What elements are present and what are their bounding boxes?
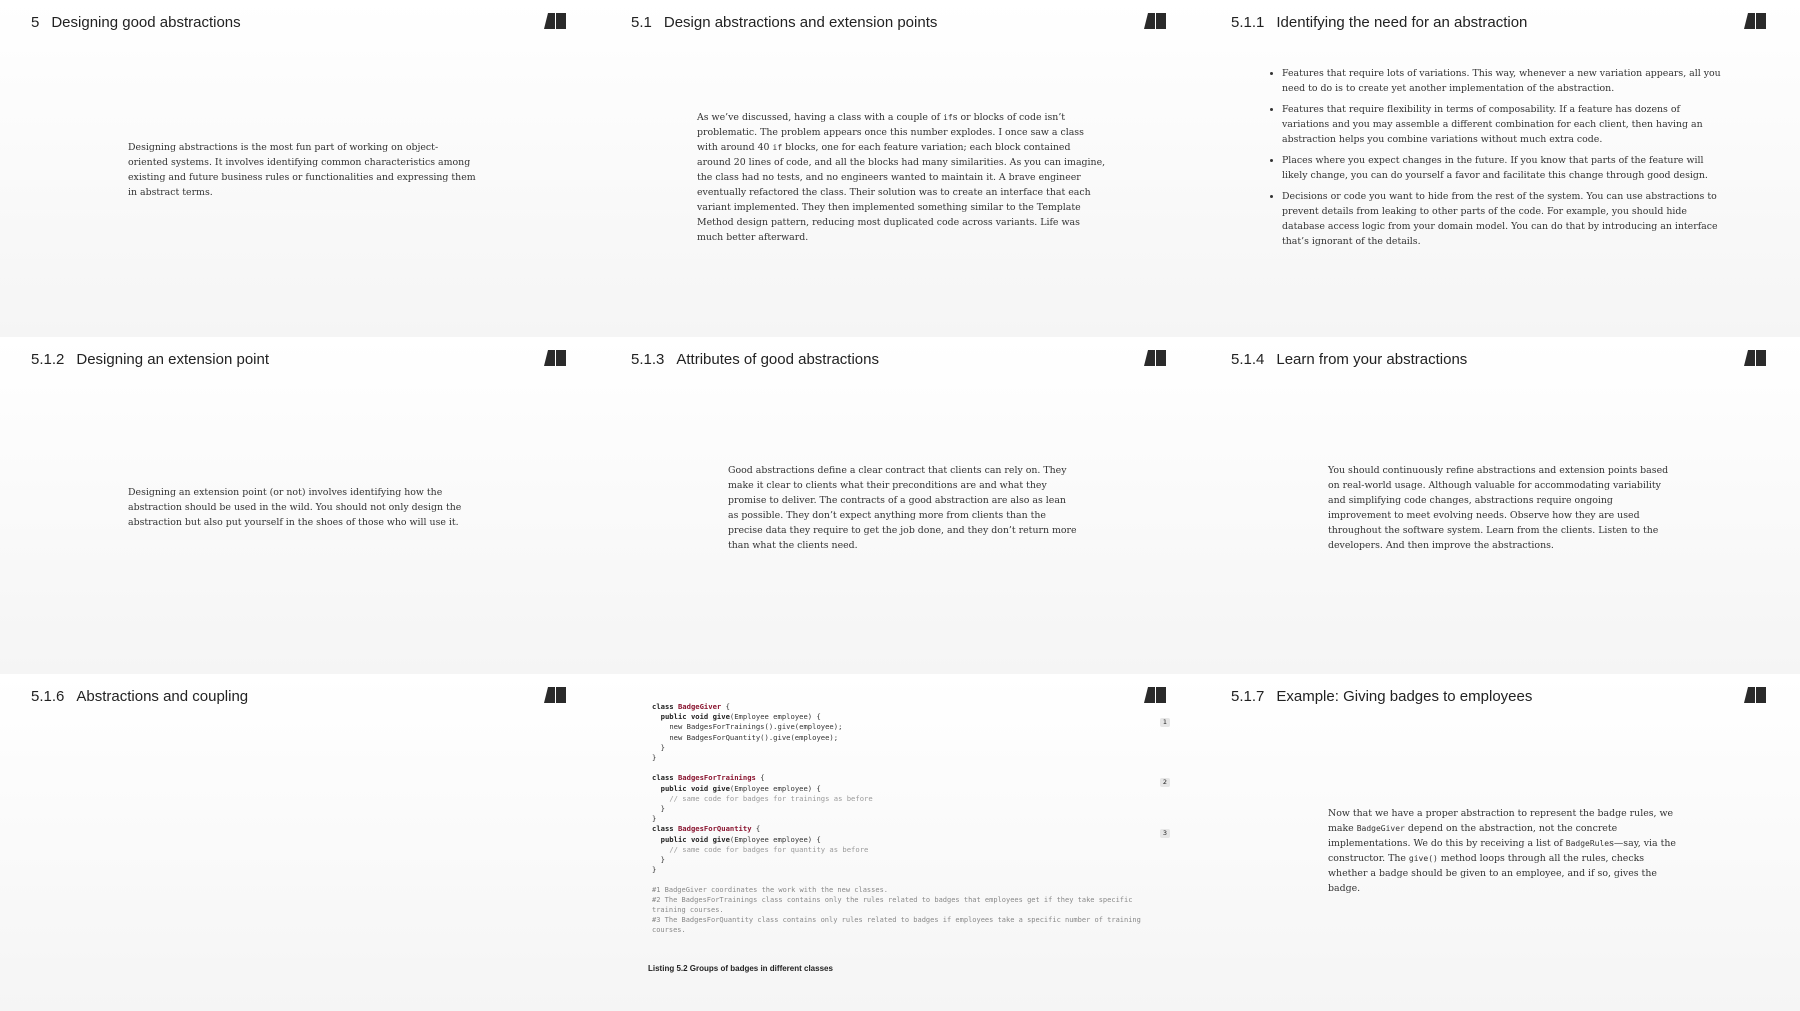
section-number: 5.1.4	[1231, 351, 1265, 368]
code-marker: 2	[1160, 778, 1170, 787]
section-number: 5	[31, 14, 40, 31]
slide-listing-5-2[interactable]	[600, 674, 1200, 1011]
slide-5-1-7[interactable]	[1200, 674, 1800, 1011]
list-item: • Places where you expect changes in the future. If you know that parts of the feature will likely change, you can do yourself a favor and facilitate this change through good design.	[1282, 153, 1722, 183]
slide-body: Designing abstractions is the most fun part of working on object-oriented systems. It involves identifying common characteristics among existing and future business rules or functionalities and expressing them in abstract terms.	[128, 142, 476, 198]
book-icon[interactable]	[542, 686, 568, 704]
bullet-list	[1270, 66, 1722, 255]
section-number: 5.1.7	[1231, 688, 1265, 705]
slide-title	[1231, 688, 1532, 705]
body-text: depend on the abstraction, not the concrete implementations. We do this by receiving a list of	[1328, 823, 1618, 849]
body-text: blocks, one for each feature variation; each block contained around 20 lines of code, and all the blocks had many similarities. As you can imagine, the class had no tests, and no engineers wanted to maintain it. A brave engineer eventually refactored the class. Their solution was to create an interface that each variant implemented. They then implemented something similar to the Template Method design pattern, reducing most duplicated code across variants. Life was much better afterward.	[697, 142, 1106, 243]
list-item: • Decisions or code you want to hide from the rest of the system. You can use abstractions to prevent details from leaking to other parts of the code. For example, you should hide database access logic from your domain model. You can do that by introducing an interface that’s ignorant of the details.	[1282, 189, 1722, 249]
slide-title	[31, 351, 269, 368]
book-icon[interactable]	[1742, 12, 1768, 30]
slide-body: You should continuously refine abstractions and extension points based on real-world usage. Although valuable for accommodating variability and simplifying code changes, abstractions require ongoing improvement to meet evolving needs. Observe how they are used throughout the software system. Learn from the clients. Listen to the developers. And then improve the abstractions.	[1328, 465, 1669, 551]
slide-title	[631, 14, 937, 31]
code-listing: class BadgeGiver { public void give(Employee employee) { new BadgesForTrainings().give(employee); new BadgesForQuantity().give(employee); } } class BadgesForTrainings { public void give(Employee employee) { // same code for badges for trainings as before } } class BadgesForQuantity { public void give(Employee employee) { // same code for badges for quantity as before } }	[652, 702, 873, 875]
list-item: • Features that require lots of variations. This way, whenever a new variation appears, all you need to do is to create yet another implementation of the abstraction.	[1282, 66, 1722, 96]
slide-title	[31, 14, 241, 31]
section-number: 5.1.6	[31, 688, 65, 705]
section-number: 5.1	[631, 14, 652, 31]
slide-5[interactable]	[0, 0, 600, 337]
slide-title	[1231, 14, 1527, 31]
section-title: Abstractions and coupling	[76, 688, 249, 705]
inline-code: if	[772, 143, 783, 152]
body-text: s—say, via the constructor. The	[1328, 838, 1676, 864]
section-title: Design abstractions and extension points	[663, 14, 938, 31]
section-title: Identifying the need for an abstraction	[1276, 14, 1528, 31]
inline-code: give()	[1408, 854, 1438, 863]
body-text: method loops through all the rules, checks whether a badge should be given to an employee, and if so, gives the badge.	[1328, 853, 1657, 894]
section-title: Example: Giving badges to employees	[1276, 688, 1533, 705]
body-text: s or blocks of code isn’t problematic. The problem appears once this number explodes. I once saw a class with around 40	[697, 112, 1084, 153]
list-item: • Features that require flexibility in terms of composability. If a feature has dozens of variations and you may assemble a different combination for each client, then having an abstraction helps you combine variations without much extra code.	[1282, 102, 1722, 147]
book-icon[interactable]	[1142, 349, 1168, 367]
section-number: 5.1.3	[631, 351, 665, 368]
section-number: 5.1.1	[1231, 14, 1265, 31]
inline-code: BadgeGiver	[1356, 824, 1405, 833]
slide-body	[1328, 806, 1678, 896]
slide-title	[631, 351, 879, 368]
inline-code: BadgeRule	[1565, 839, 1610, 848]
slide-5-1-2[interactable]	[0, 337, 600, 674]
annotation: #1 BadgeGiver coordinates the work with the new classes.	[652, 886, 889, 894]
code-marker: 1	[1160, 718, 1170, 727]
code-annotations	[652, 885, 1152, 935]
slide-title	[1231, 351, 1467, 368]
section-title: Attributes of good abstractions	[676, 351, 879, 368]
section-title: Designing an extension point	[76, 351, 270, 368]
section-number: 5.1.2	[31, 351, 65, 368]
slide-5-1-3[interactable]	[600, 337, 1200, 674]
inline-code: if	[943, 113, 953, 122]
book-icon[interactable]	[542, 12, 568, 30]
annotation: #3 The BadgesForQuantity class contains only rules related to badges if employees take a specific number of training courses.	[652, 916, 1141, 934]
slide-5-1[interactable]	[600, 0, 1200, 337]
slide-body	[697, 110, 1107, 245]
slide-body: Good abstractions define a clear contract that clients can rely on. They make it clear to clients what their preconditions are and what they promise to deliver. The contracts of a good abstraction are also as lean as possible. They don’t expect anything more from clients than the precise data they require to get the job done, and they don’t return more than what the clients need.	[728, 465, 1077, 551]
section-title: Learn from your abstractions	[1276, 351, 1468, 368]
slide-5-1-1[interactable]	[1200, 0, 1800, 337]
slide-5-1-4[interactable]	[1200, 337, 1800, 674]
slide-5-1-6[interactable]	[0, 674, 600, 1011]
body-text: As we’ve discussed, having a class with a couple of	[697, 112, 944, 123]
book-icon[interactable]	[1142, 686, 1168, 704]
book-icon[interactable]	[542, 349, 568, 367]
code-marker: 3	[1160, 829, 1170, 838]
slide-body: Designing an extension point (or not) involves identifying how the abstraction should be used in the wild. You should not only design the abstraction but also put yourself in the shoes of those who will use it.	[128, 487, 462, 528]
book-icon[interactable]	[1742, 686, 1768, 704]
listing-caption: Listing 5.2 Groups of badges in different classes	[648, 964, 833, 973]
body-text: Now that we have a proper abstraction to represent the badge rules, we make	[1328, 808, 1674, 834]
book-icon[interactable]	[1142, 12, 1168, 30]
section-title: Designing good abstractions	[51, 14, 241, 31]
slide-title	[31, 688, 248, 705]
annotation: #2 The BadgesForTrainings class contains only the rules related to badges that employees get if they take specific training courses.	[652, 896, 1133, 914]
book-icon[interactable]	[1742, 349, 1768, 367]
